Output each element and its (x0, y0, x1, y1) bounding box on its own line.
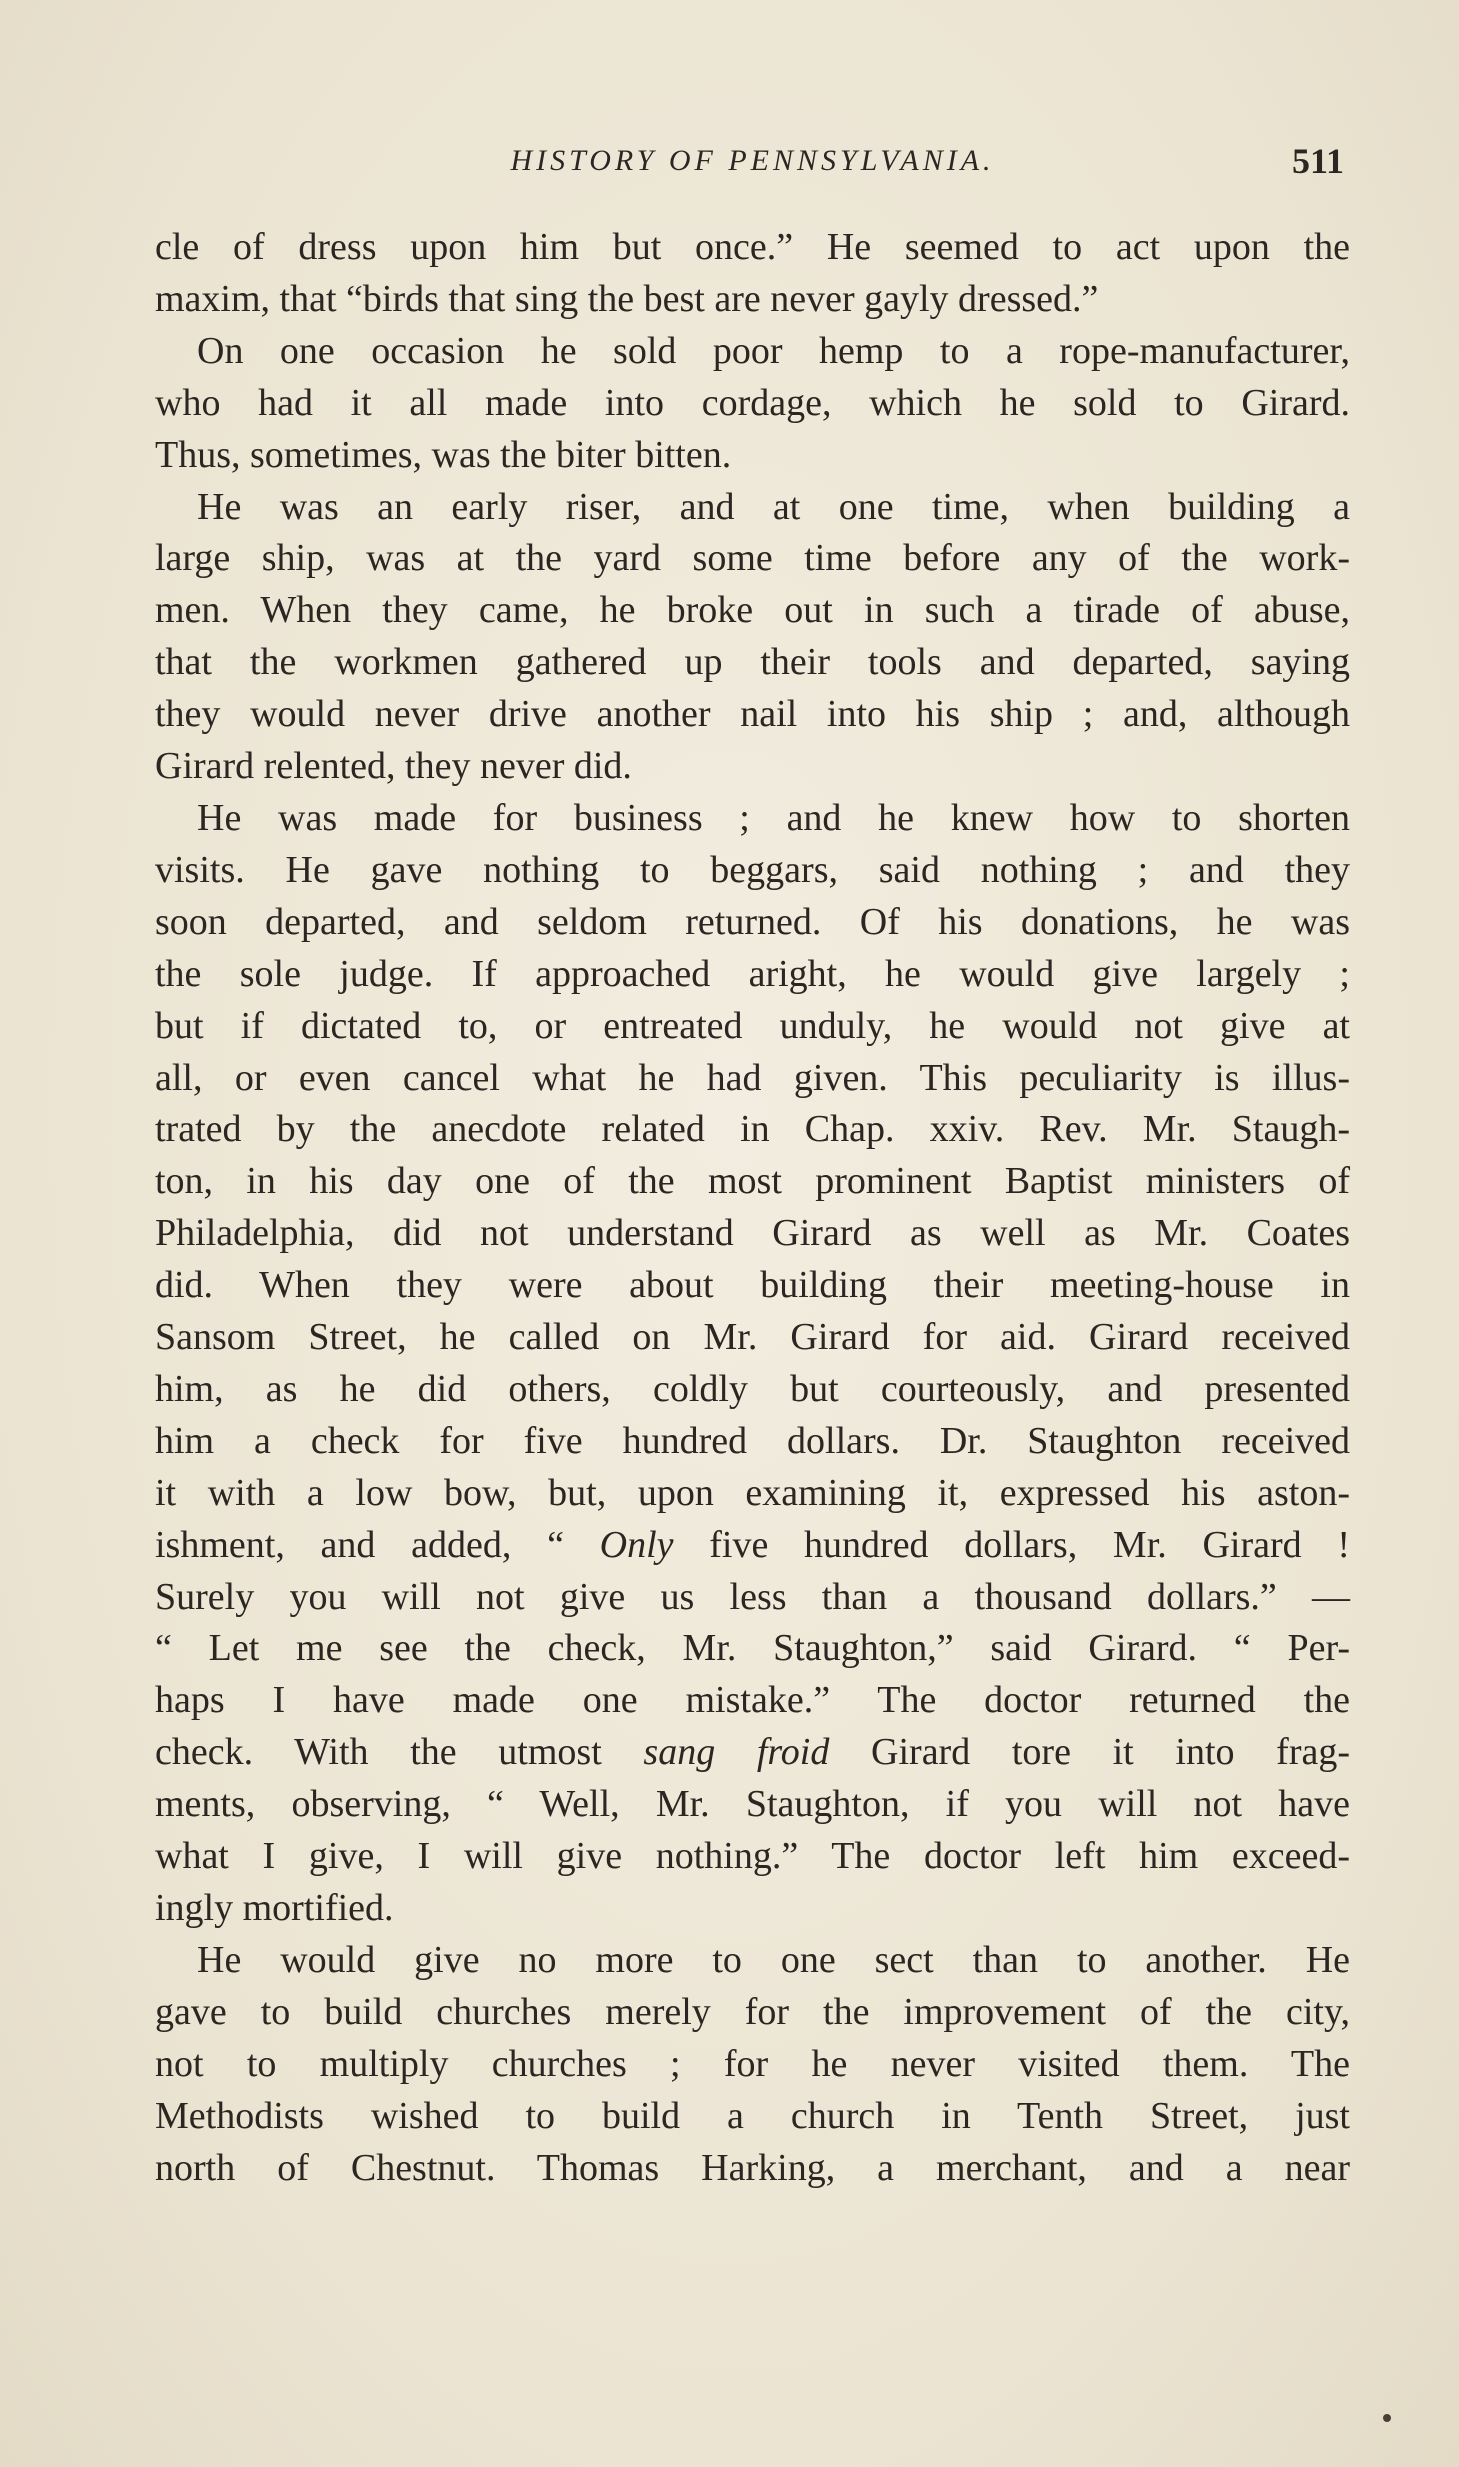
text-line: gave to build churches merely for the improvement of the city, (155, 1990, 1350, 2033)
paragraph-1 (155, 222, 1350, 326)
text-line: large ship, was at the yard some time before any of the work- (155, 537, 1350, 580)
text-line: not to multiply churches ; for he never visited them. The (155, 2042, 1350, 2085)
paragraph-5 (155, 1935, 1350, 2195)
paragraph-4 (155, 793, 1350, 1935)
text-line: him a check for five hundred dollars. Dr. Staughton received (155, 1419, 1350, 1462)
text-run: Girard tore it into frag- (829, 1731, 1351, 1774)
text-run: five hundred dollars, Mr. Girard ! (673, 1523, 1351, 1566)
running-title: HISTORY OF PENNSYLVANIA. (510, 144, 995, 177)
text-line: Philadelphia, did not understand Girard as well as Mr. Coates (155, 1212, 1350, 1255)
text-line: Methodists wished to build a church in Tenth Street, just (155, 2094, 1350, 2137)
text-line: trated by the anecdote related in Chap. xxiv. Rev. Mr. Staugh- (155, 1108, 1350, 1151)
text-line: soon departed, and seldom returned. Of his donations, he was (155, 900, 1350, 943)
text-line: did. When they were about building their meeting-house in (155, 1264, 1350, 1307)
text-run: ishment, and added, “ (155, 1523, 600, 1566)
text-line: all, or even cancel what he had given. This peculiarity is illus- (155, 1056, 1350, 1099)
text-line: He was made for business ; and he knew how to shorten (197, 796, 1350, 839)
paragraph-3 (155, 482, 1350, 793)
text-line: the sole judge. If approached aright, he would give largely ; (155, 952, 1350, 995)
text-line: Girard relented, they never did. (155, 745, 632, 788)
text-line: Surely you will not give us less than a thousand dollars.” — (155, 1575, 1350, 1618)
paragraph-2 (155, 326, 1350, 482)
italic-text: sang froid (643, 1731, 830, 1774)
italic-text: Only (599, 1523, 674, 1566)
text-line: who had it all made into cordage, which he sold to Girard. (155, 381, 1350, 424)
text-line: haps I have made one mistake.” The doctor returned the (155, 1679, 1350, 1722)
text-line: maxim, that “birds that sing the best are never gayly dressed.” (155, 277, 1099, 320)
running-head (155, 140, 1350, 190)
ink-speck (1383, 2414, 1391, 2422)
text-line: they would never drive another nail into his ship ; and, although (155, 693, 1350, 736)
text-line: “ Let me see the check, Mr. Staughton,” said Girard. “ Per- (155, 1627, 1350, 1670)
text-line: ments, observing, “ Well, Mr. Staughton, if you will not have (155, 1783, 1350, 1826)
text-line: men. When they came, he broke out in such a tirade of abuse, (155, 589, 1350, 632)
text-line: Thus, sometimes, was the biter bitten. (155, 433, 732, 476)
text-line: He was an early riser, and at one time, when building a (197, 485, 1350, 528)
text-line (155, 1520, 1350, 1572)
text-line: visits. He gave nothing to beggars, said nothing ; and they (155, 848, 1350, 891)
text-line: but if dictated to, or entreated unduly, he would not give at (155, 1004, 1350, 1047)
text-line: what I give, I will give nothing.” The doctor left him exceed- (155, 1835, 1350, 1878)
text-line: north of Chestnut. Thomas Harking, a merchant, and a near (155, 2146, 1350, 2189)
text-run: check. With the utmost (155, 1731, 644, 1774)
text-line: ingly mortified. (155, 1887, 394, 1929)
text-line: He would give no more to one sect than to another. He (197, 1938, 1350, 1981)
text-line: Sansom Street, he called on Mr. Girard for aid. Girard received (155, 1316, 1350, 1359)
text-line: cle of dress upon him but once.” He seemed to act upon the (155, 226, 1350, 268)
body-text (155, 222, 1350, 2194)
text-line: him, as he did others, coldly but courteously, and presented (155, 1367, 1350, 1410)
text-line: On one occasion he sold poor hemp to a rope-manufacturer, (197, 329, 1350, 372)
page-number: 511 (1291, 141, 1344, 181)
text-line: that the workmen gathered up their tools and departed, saying (155, 641, 1350, 684)
text-line (155, 1727, 1350, 1779)
text-line: it with a low bow, but, upon examining it, expressed his aston- (155, 1471, 1350, 1514)
text-line: ton, in his day one of the most prominent Baptist ministers of (155, 1160, 1350, 1203)
